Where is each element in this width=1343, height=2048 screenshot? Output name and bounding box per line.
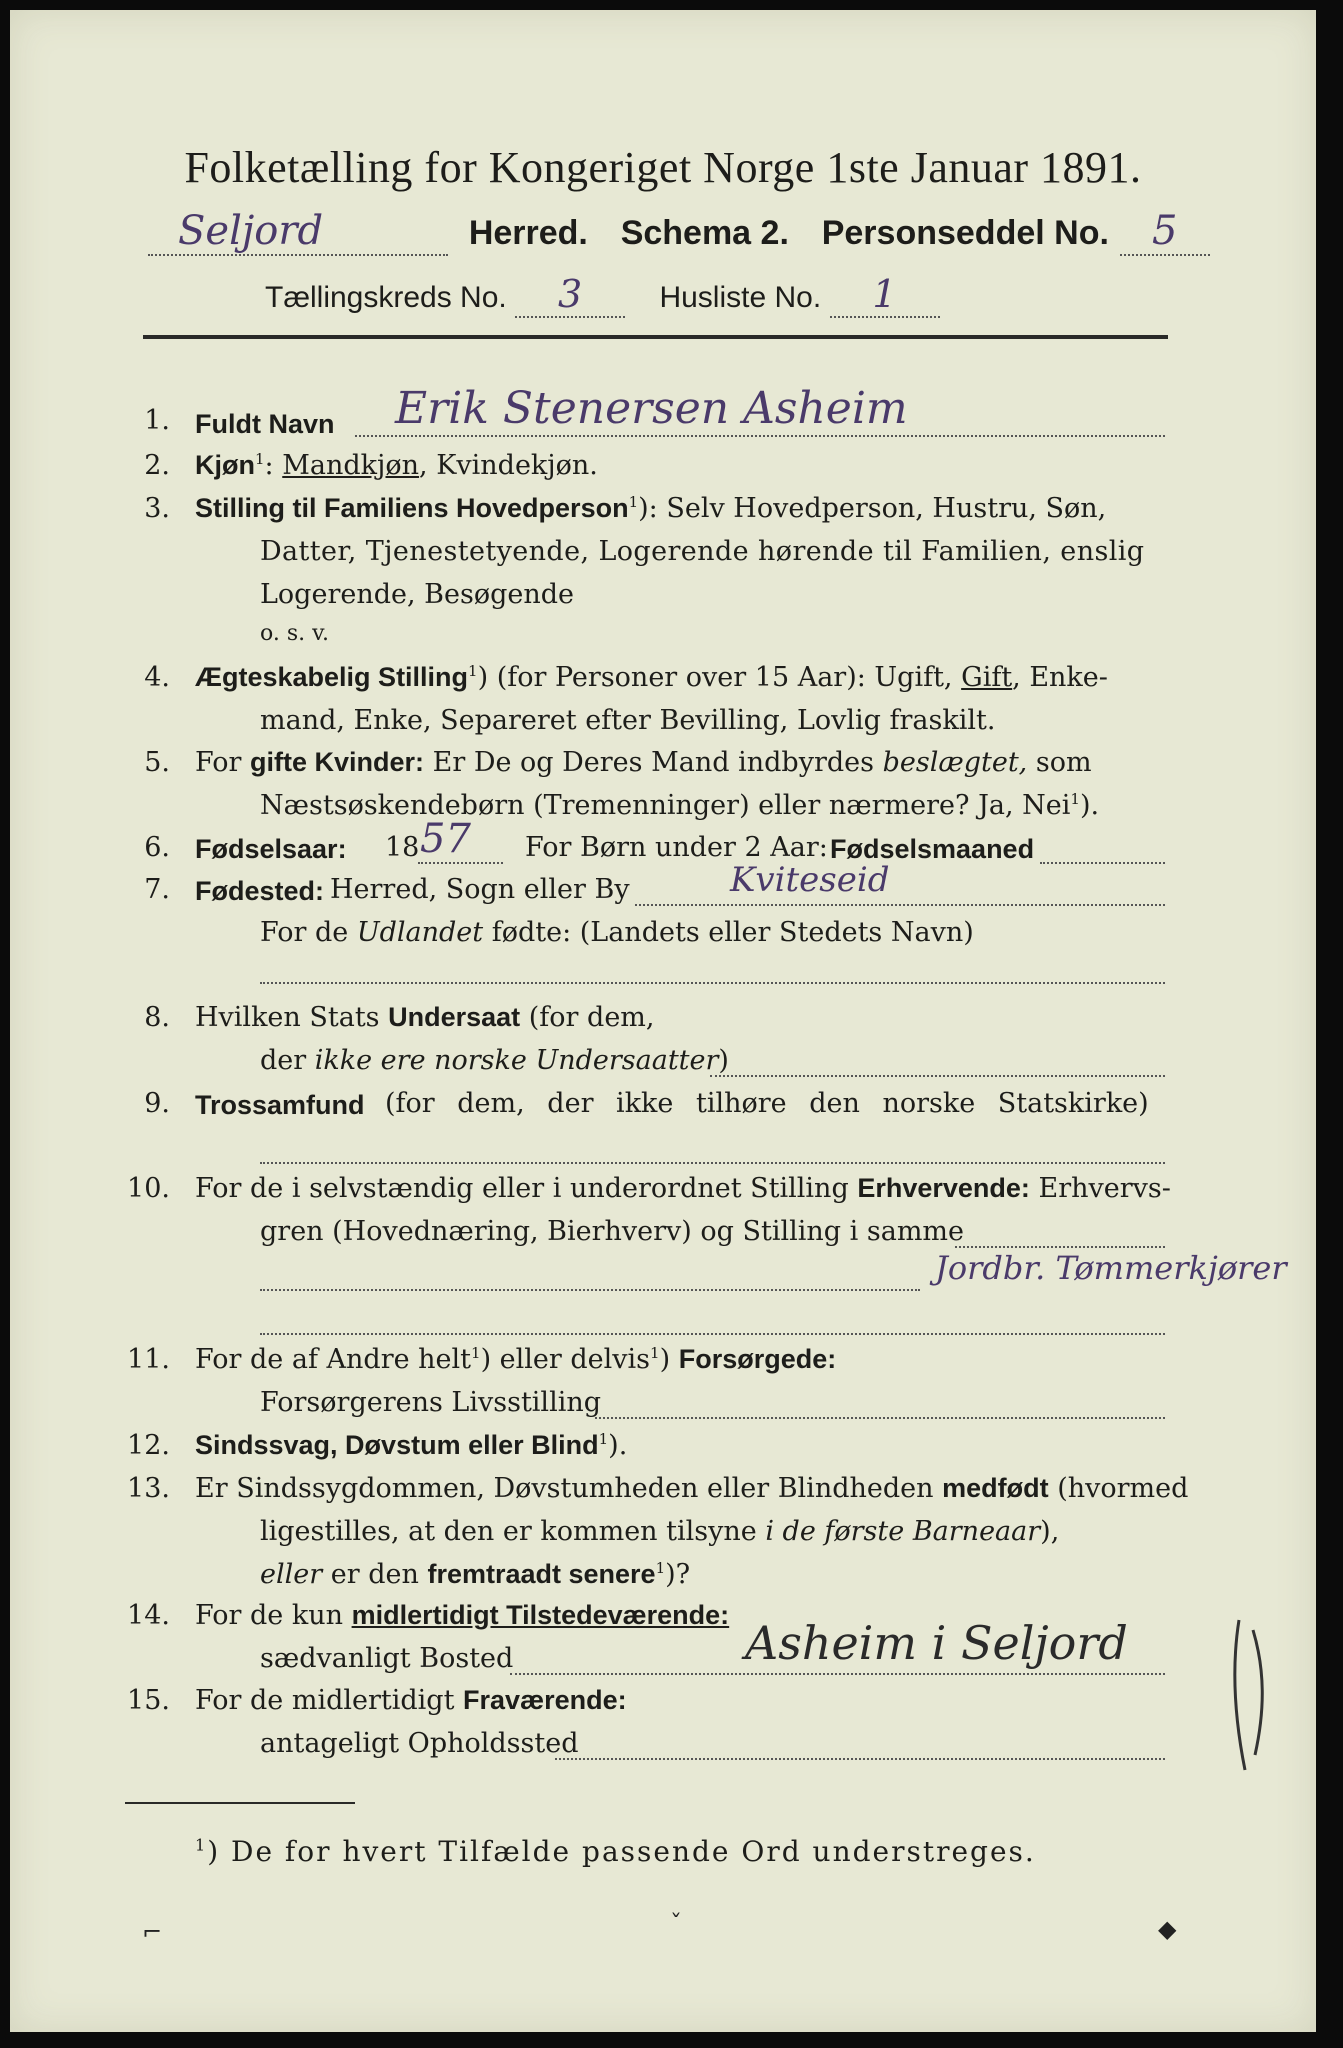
item-text bbox=[195, 1473, 1188, 1504]
occupation-answer: Jordbr. Tømmerkjører bbox=[935, 1249, 1287, 1287]
text-line: Forsørgerens Livsstilling bbox=[260, 1387, 602, 1418]
text-line: antageligt Opholdssted bbox=[260, 1728, 579, 1759]
item-number: 10. bbox=[127, 1173, 170, 1204]
answer-line bbox=[955, 1246, 1165, 1248]
item-text bbox=[195, 493, 1106, 524]
underlined-option: Gift bbox=[961, 662, 1013, 693]
item-label: Erhvervende: bbox=[857, 1173, 1030, 1203]
item-number: 11. bbox=[127, 1344, 170, 1375]
item-label: Fødselsmaaned bbox=[830, 834, 1035, 864]
answer-line bbox=[260, 1289, 920, 1291]
item-text bbox=[195, 1430, 627, 1461]
item-label: Ægteskabelig Stilling bbox=[195, 662, 469, 692]
footnote-ref: 1 bbox=[628, 493, 639, 511]
item-number: 4. bbox=[144, 662, 170, 693]
schema-label: Schema 2. bbox=[620, 214, 789, 252]
answer-line bbox=[355, 435, 1165, 437]
item-number: 15. bbox=[127, 1685, 170, 1716]
text-line: For de midlertidigt bbox=[195, 1685, 455, 1716]
margin-pencil-mark bbox=[1225, 1610, 1275, 1780]
item-label: Sindssvag, Døvstum eller Blind bbox=[195, 1430, 599, 1460]
item-label: gifte Kvinder: bbox=[250, 747, 425, 777]
text-line: ) (for Personer over 15 Aar): Ugift, bbox=[477, 662, 953, 693]
text-line: ligestilles, at den er kommen tilsyne bbox=[260, 1516, 757, 1547]
answer-line bbox=[260, 1333, 1165, 1335]
decorative-mark: ⌐ bbox=[142, 1918, 163, 1946]
text-line: ) eller delvis bbox=[480, 1344, 651, 1375]
year-prefix: 18 bbox=[385, 832, 420, 863]
birth-year-answer: 57 bbox=[420, 816, 471, 862]
item-label: Fødested: bbox=[195, 876, 325, 906]
text-pre: For bbox=[195, 747, 242, 778]
text-line: er den bbox=[330, 1559, 419, 1590]
item-text bbox=[195, 747, 1092, 778]
personseddel-value: 5 bbox=[1120, 208, 1210, 256]
text-line: o. s. v. bbox=[260, 621, 329, 646]
footnote bbox=[195, 1835, 1036, 1868]
text-line: Er Sindssygdommen, Døvstumheden eller Blindheden bbox=[195, 1473, 934, 1504]
text-line: For de i selvstændig eller i underordnet Stilling bbox=[195, 1173, 849, 1204]
footnote-ref: 1 bbox=[471, 1344, 481, 1362]
kreds-value: 3 bbox=[515, 272, 625, 318]
footnote-ref: 1 bbox=[650, 1344, 660, 1362]
item-number: 2. bbox=[144, 450, 170, 481]
text-line: (hvormed bbox=[1057, 1473, 1189, 1504]
answer-line bbox=[1040, 862, 1165, 864]
item-text bbox=[195, 1685, 627, 1716]
item-number: 3. bbox=[144, 493, 170, 524]
text-line: ). bbox=[1079, 790, 1100, 821]
item-number: 1. bbox=[144, 405, 170, 436]
item-label: Fuldt Navn bbox=[195, 409, 335, 439]
italic-text: ikke ere norske Undersaatter bbox=[314, 1045, 719, 1076]
text-line: ): Selv Hovedperson, Hustru, Søn, bbox=[638, 493, 1107, 524]
text-line: For Børn under 2 Aar: bbox=[525, 832, 828, 863]
item-label: Forsørgede: bbox=[678, 1344, 837, 1374]
kreds-label: Tællingskreds No. bbox=[265, 281, 507, 314]
decorative-mark: ◆ bbox=[1158, 1915, 1177, 1943]
item-text bbox=[195, 1002, 654, 1033]
item-number: 12. bbox=[127, 1430, 170, 1461]
text-line: ), bbox=[1040, 1516, 1060, 1547]
decorative-mark: ˇ bbox=[670, 1910, 682, 1938]
answer-line bbox=[260, 1162, 1165, 1164]
underlined-option: Mandkjøn bbox=[282, 450, 420, 481]
herred-line bbox=[148, 208, 1210, 256]
footnote-ref: 1 bbox=[255, 450, 265, 468]
text-line: Næstsøskendebørn (Tremenninger) eller nærmere? Ja, Nei bbox=[260, 790, 1071, 821]
item-label: medfødt bbox=[942, 1473, 1049, 1503]
answer-line bbox=[260, 982, 1165, 984]
item-label: Kjøn bbox=[195, 450, 255, 480]
item-text bbox=[260, 1559, 690, 1590]
item-label: Fødselsaar: bbox=[195, 834, 347, 864]
footnote-rule bbox=[125, 1802, 355, 1804]
item-text bbox=[195, 662, 1108, 693]
text-line: ). bbox=[608, 1430, 628, 1461]
text-line: ) bbox=[718, 1045, 729, 1076]
colon: : bbox=[264, 450, 274, 481]
italic-text: eller bbox=[260, 1559, 323, 1590]
text-line: Logerende, Besøgende bbox=[260, 579, 574, 610]
form-title: Folketælling for Kongeriget Norge 1ste Januar 1891. bbox=[184, 143, 1142, 192]
italic-text: beslægtet, bbox=[882, 747, 1028, 778]
kreds-line bbox=[265, 272, 940, 318]
item-label: fremtraadt senere bbox=[427, 1559, 656, 1589]
answer-line bbox=[418, 862, 503, 864]
item-number: 5. bbox=[144, 747, 170, 778]
item-text bbox=[260, 917, 974, 948]
item-number: 8. bbox=[144, 1002, 170, 1033]
text-line: For de kun bbox=[195, 1600, 343, 1631]
italic-text: i de første Barneaar bbox=[765, 1516, 1041, 1547]
personseddel-label: Personseddel No. bbox=[821, 214, 1109, 252]
item-text bbox=[260, 1516, 1059, 1547]
item-number: 9. bbox=[144, 1088, 170, 1119]
item-number: 7. bbox=[144, 874, 170, 905]
footnote-ref: 1 bbox=[468, 662, 478, 680]
item-label: Stilling til Familiens Hovedperson bbox=[195, 493, 629, 523]
answer-line bbox=[510, 1673, 1165, 1675]
answer-line bbox=[555, 1758, 1165, 1760]
item-text bbox=[195, 1344, 836, 1375]
herred-value: Seljord bbox=[148, 208, 448, 256]
answer-line bbox=[710, 1075, 1165, 1077]
text-line: fødte: (Landets eller Stedets Navn) bbox=[491, 917, 974, 948]
birthplace-answer: Kviteseid bbox=[730, 860, 890, 900]
item-text bbox=[195, 1600, 729, 1631]
item-text bbox=[195, 450, 598, 481]
option-text: , Kvindekjøn. bbox=[419, 450, 598, 481]
text-line: , Enke- bbox=[1012, 662, 1108, 693]
item-label: Fraværende: bbox=[463, 1685, 627, 1715]
name-answer: Erik Stenersen Asheim bbox=[395, 383, 908, 434]
footnote-ref: 1 bbox=[1070, 790, 1080, 808]
text-line: Er De og Deres Mand indbyrdes bbox=[432, 747, 874, 778]
text-line: Herred, Sogn eller By bbox=[330, 874, 630, 905]
text-line: (for dem, der ikke tilhøre den norske Statskirke) bbox=[385, 1088, 1149, 1119]
text-line: mand, Enke, Separeret efter Bevilling, Lovlig fraskilt. bbox=[260, 705, 996, 736]
footnote-ref: 1 bbox=[598, 1430, 609, 1448]
husliste-value: 1 bbox=[830, 272, 940, 318]
text-line: (for dem, bbox=[528, 1002, 655, 1033]
text-line: der bbox=[260, 1045, 307, 1076]
text-line: Datter, Tjenestetyende, Logerende hørende til Familien, enslig bbox=[260, 536, 1145, 567]
italic-text: Udlandet bbox=[356, 917, 484, 948]
residence-answer: Asheim i Seljord bbox=[745, 1616, 1128, 1670]
footnote-ref: 1 bbox=[195, 1835, 208, 1855]
footnote-ref: 1 bbox=[655, 1559, 666, 1577]
item-label: Undersaat bbox=[388, 1002, 521, 1032]
item-label: Trossamfund bbox=[195, 1090, 365, 1120]
text-line: som bbox=[1035, 747, 1092, 778]
answer-line bbox=[635, 904, 1165, 906]
census-form-page bbox=[10, 10, 1316, 2032]
item-label: midlertidigt Tilstedeværende: bbox=[351, 1600, 730, 1630]
text-line: )? bbox=[665, 1559, 691, 1590]
footnote-text: ) De for hvert Tilfælde passende Ord understreges. bbox=[207, 1835, 1036, 1868]
item-text bbox=[260, 790, 1099, 821]
item-number: 13. bbox=[127, 1473, 170, 1504]
item-number: 6. bbox=[144, 832, 170, 863]
item-text bbox=[260, 1045, 729, 1076]
text-line: Hvilken Stats bbox=[195, 1002, 380, 1033]
answer-line bbox=[595, 1417, 1165, 1419]
text-line: sædvanligt Bosted bbox=[260, 1643, 514, 1674]
text-line: For de bbox=[260, 917, 349, 948]
header-rule bbox=[143, 335, 1168, 339]
item-number: 14. bbox=[127, 1600, 170, 1631]
text-line: For de af Andre helt bbox=[195, 1344, 472, 1375]
item-text bbox=[195, 1173, 1171, 1204]
text-line: Erhvervs- bbox=[1038, 1173, 1171, 1204]
text-line: gren (Hovednæring, Bierhverv) og Stilling i samme bbox=[260, 1216, 965, 1247]
husliste-label: Husliste No. bbox=[659, 281, 822, 314]
text-line: ) bbox=[659, 1344, 671, 1375]
herred-label: Herred. bbox=[468, 214, 588, 252]
